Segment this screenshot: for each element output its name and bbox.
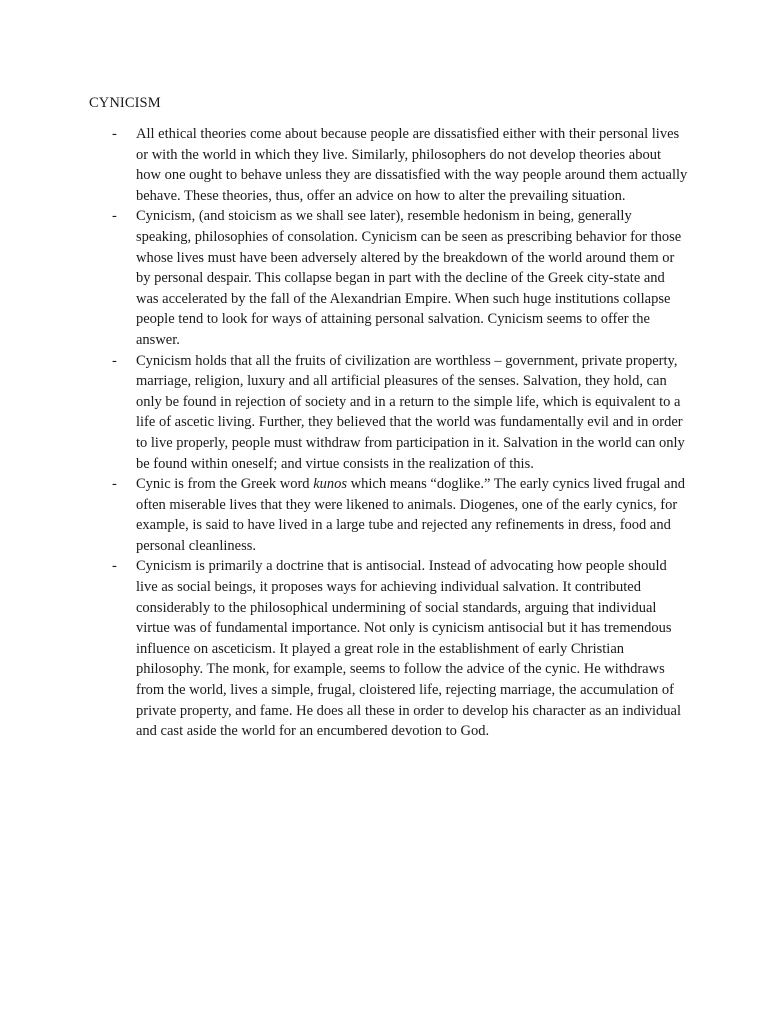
bullet-dash: -	[112, 476, 117, 493]
bullet-item	[0, 124, 768, 206]
bullet-text: Cynicism, (and stoicism as we shall see later), resemble hedonism in being, generally speaking, philosophies of consolation. Cynicism can be seen as prescribing behavior for those whose lives must have been adversely altered by the breakdown of the world around them or by personal despair. This collapse began in part with the decline of the Greek city-state and was accelerated by the fall of the Alexandrian Empire. When such huge institutions collapse people tend to look for ways of attaining personal salvation. Cynicism seems to offer the answer.	[136, 208, 682, 348]
italic-term: kunos	[313, 476, 348, 493]
bullet-item	[0, 206, 768, 350]
bullet-text: Cynicism is primarily a doctrine that is antisocial. Instead of advocating how people should live as social beings, it proposes ways for achieving individual salvation. It contributed considerably to the philosophical undermining of social standards, arguing that individual virtue was of fundamental importance. Not only is cynicism antisocial but it has tremendous influence on asceticism. It played a great role in the establishment of early Christian philosophy. The monk, for example, seems to follow the advice of the cynic. He withdraws from the world, lives a simple, frugal, cloistered life, rejecting marriage, the accumulation of private property, and fame. He does all these in order to develop his character as an individual and cast aside the world for an encumbered devotion to God.	[136, 558, 682, 740]
bullet-list	[0, 124, 768, 742]
document-title: CYNICISM	[89, 95, 161, 111]
bullet-item	[0, 351, 768, 475]
bullet-text: Cynicism holds that all the fruits of civilization are worthless – government, private property, marriage, religion, luxury and all artificial pleasures of the senses. Salvation, they hold, can only be found in rejection of society and in a return to the simple life, which is equivalent to a life of ascetic living. Further, they believed that the world was fundamentally evil and in order to live properly, people must withdraw from participation in it. Salvation in the world can only be found within oneself; and virtue consists in the realization of this.	[136, 352, 685, 472]
bullet-text: All ethical theories come about because people are dissatisfied either with their personal lives or with the world in which they live. Similarly, philosophers do not develop theories about how one ought to behave unless they are dissatisfied with the way people around them actually behave. These theories, thus, offer an advice on how to alter the prevailing situation.	[136, 126, 688, 204]
bullet-dash: -	[112, 352, 117, 369]
bullet-dash: -	[112, 126, 117, 142]
bullet-text-segment: which means “doglike.” The early cynics lived frugal and often miserable lives that they were likened to animals. Diogenes, one of the early cynics, for example, is said to have lived in a large tube and rejected any refinements in dress, food and personal cleanliness.	[136, 476, 685, 554]
bullet-item	[0, 556, 768, 741]
bullet-dash: -	[112, 208, 117, 225]
bullet-item	[0, 474, 768, 556]
bullet-dash: -	[112, 558, 117, 575]
bullet-text-segment: Cynic is from the Greek word	[136, 476, 314, 493]
bullet-text	[136, 474, 688, 556]
